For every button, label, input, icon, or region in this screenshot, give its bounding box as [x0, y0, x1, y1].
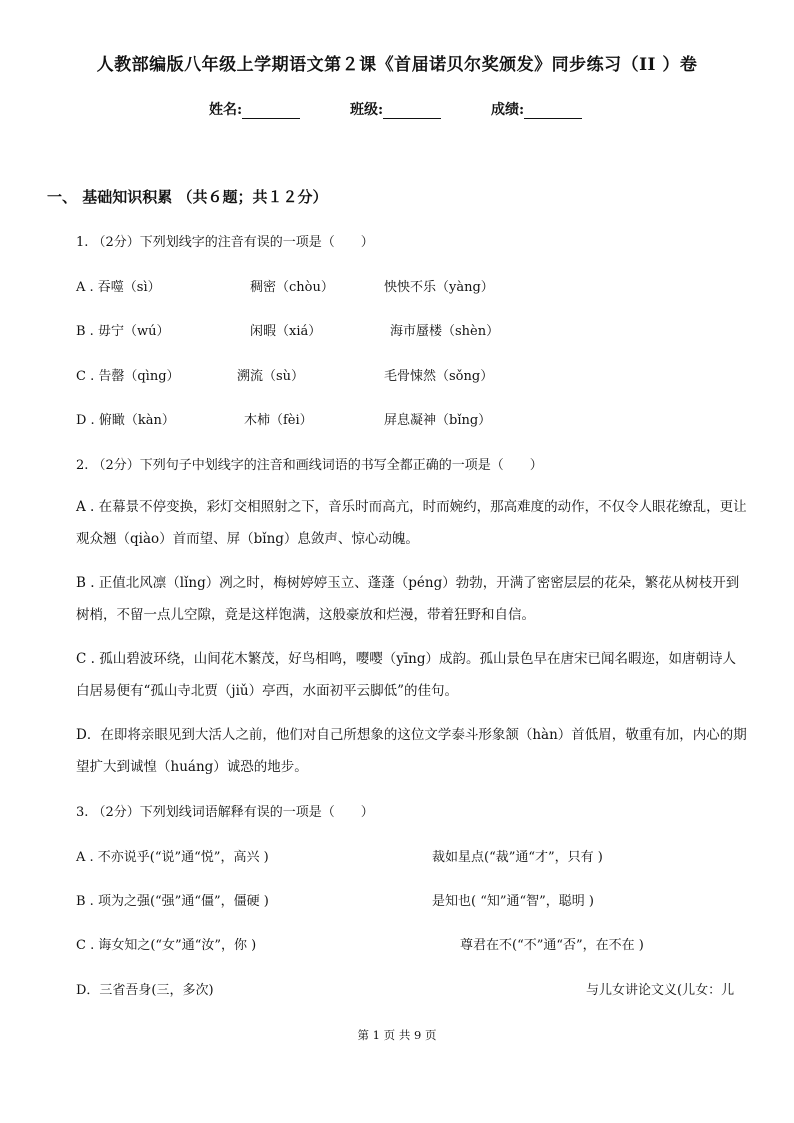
q2-option-b: B . 正值北风凛（lǐng）冽之时，梅树婷婷玉立、蓬蓬（péng）勃勃，开满了密密层层的花朵，繁花从树枝开到树梢，不留一点儿空隙，竟是这样饱满，这般豪放和烂漫，带着狂野和自信。 — [76, 575, 740, 623]
q1-option-c-item2: 溯流（sù） — [237, 369, 305, 384]
class-field — [350, 99, 441, 119]
q2-option-a: A . 在幕景不停变换，彩灯交相照射之下，音乐时而高亢，时而婉约，那高难度的动作，不仅令人眼花缭乱，更让观众翘（qiào）首而望、屏（bǐng）息敛声、惊心动魄。 — [76, 499, 747, 547]
score-blank — [524, 104, 582, 119]
q3-option-b-right: 是知也( “知”通“智”，聪明 ) — [432, 894, 594, 909]
class-label: 班级: — [350, 102, 384, 118]
page-title: 人教部编版八年级上学期语文第２课《首届诺贝尔奖颁发》同步练习（II ）卷 — [96, 55, 698, 75]
class-blank — [383, 104, 441, 119]
question-1-stem: 1. （2分）下列划线字的注音有误的一项是（ ） — [76, 235, 374, 250]
q1-option-b-item2: 闲暇（xiá） — [250, 324, 322, 339]
q1-option-c: C . 告罄（qìng） — [76, 369, 180, 384]
name-blank — [242, 104, 300, 119]
score-label: 成绩: — [491, 102, 525, 118]
q3-option-c-right: 尊君在不(“不”通“否”，在不在 ) — [460, 938, 644, 953]
q3-option-c-left: C . 诲女知之(“女”通“汝”，你 ) — [76, 938, 257, 953]
question-3-stem: 3. （2分）下列划线词语解释有误的一项是（ ） — [76, 805, 374, 820]
q2-option-d: D．在即将亲眼见到大活人之前，他们对自己所想象的这位文学泰斗形象颔（hàn）首低眉，敬重有加，内心的期望扩大到诚惶（huáng）诚恐的地步。 — [76, 727, 747, 775]
q1-option-a: A . 吞噬（sì） — [76, 280, 161, 295]
q3-option-d-left: D．三省吾身(三，多次) — [76, 983, 214, 998]
question-2-stem: 2. （2分）下列句子中划线字的注音和画线词语的书写全都正确的一项是（ ） — [76, 458, 543, 473]
q3-option-a-left: A . 不亦说乎(“说”通“悦”，高兴 ) — [76, 850, 269, 865]
page-footer: 第 1 页 共 9 页 — [357, 1028, 437, 1042]
q1-option-b-item3: 海市蜃楼（shèn） — [390, 324, 500, 339]
q1-option-d-item2: 木柿（fèi） — [244, 413, 313, 428]
q3-option-d-right: 与儿女讲论文义(儿女：儿 — [586, 983, 735, 998]
q3-option-a-right: 裁如星点(“裁”通“才”，只有 ) — [432, 850, 603, 865]
section-heading: 一、 基础知识积累 （共６题；共１２分） — [47, 188, 328, 206]
q1-option-d-item3: 屏息凝神（bǐng） — [384, 413, 492, 428]
q2-option-c: C . 孤山碧波环绕，山间花木繁茂，好鸟相鸣，嘤嘤（yīng）成韵。孤山景色早在唐宋已闻名暇迩，如唐朝诗人白居易便有“孤山寺北贾（jiǔ）亭西，水面初平云脚低”的佳句。 — [76, 651, 736, 699]
q1-option-c-item3: 毛骨悚然（sǒng） — [384, 369, 494, 384]
score-field — [491, 99, 582, 119]
name-field — [209, 99, 300, 119]
q1-option-a-item3: 怏怏不乐（yàng） — [384, 280, 494, 295]
q3-option-b-left: B . 项为之强(“强”通“僵”，僵硬 ) — [76, 894, 269, 909]
q1-option-d: D . 俯瞰（kàn） — [76, 413, 175, 428]
q1-option-a-item2: 稠密（chòu） — [250, 280, 334, 295]
name-label: 姓名: — [209, 102, 243, 118]
q1-option-b: B . 毋宁（wú） — [76, 324, 170, 339]
